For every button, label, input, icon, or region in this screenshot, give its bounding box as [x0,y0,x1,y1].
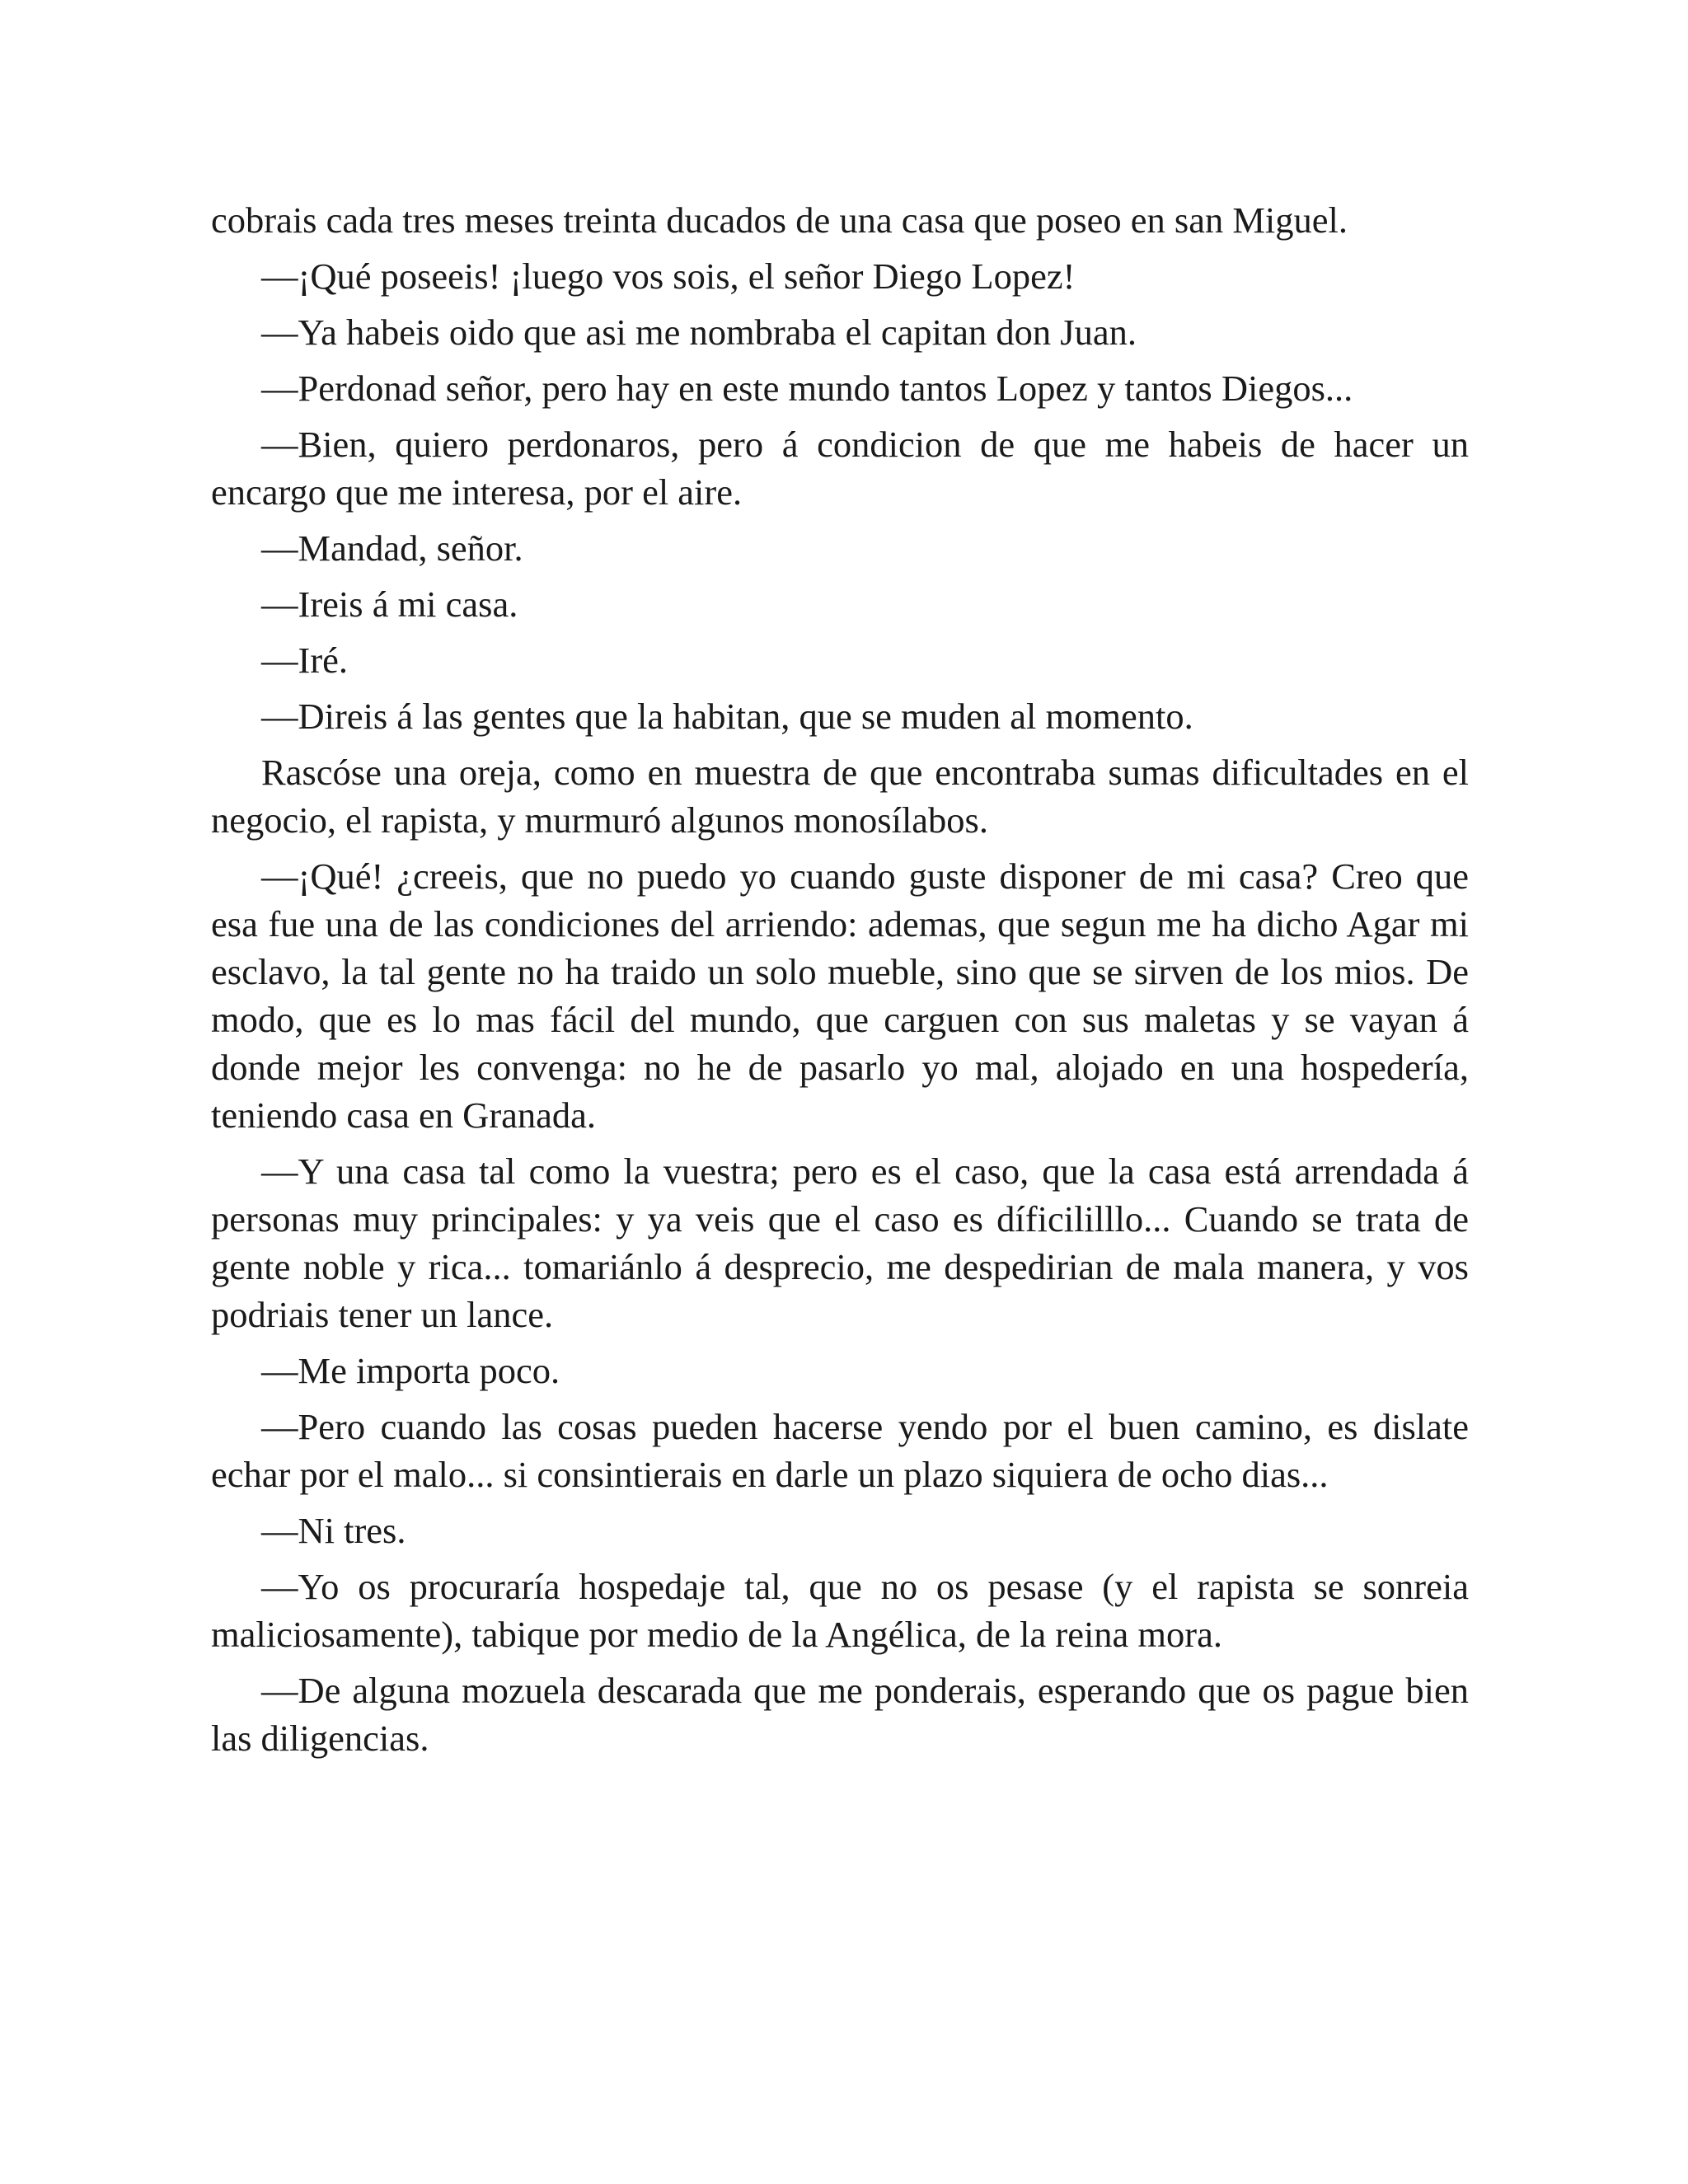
paragraph: —Yo os procuraría hospedaje tal, que no os pesase (y el rapista se sonreia maliciosamente), tabique por medio de la Angélica, de la reina mora. [211,1566,1469,1655]
paragraph: —Mandad, señor. [261,527,523,569]
paragraph: —Y una casa tal como la vuestra; pero es el caso, que la casa está arrendada á personas muy principales: y ya veis que el caso es díficililllo... Cuando se trata de gente noble y rica... tomariánlo á desprecio, me despedirian de mala manera, y vos podriais tener un lance. [211,1151,1469,1335]
paragraph: —¡Qué! ¿creeis, que no puedo yo cuando guste disponer de mi casa? Creo que esa fue una de las condiciones del arriendo: ademas, que segun me ha dicho Agar mi esclavo, la tal gente no ha traido un solo mueble, sino que se sirven de los mios. De modo, que es lo mas fácil del mundo, que carguen con sus maletas y se vayan á donde mejor les convenga: no he de pasarlo yo mal, alojado en una hospedería, teniendo casa en Granada. [211,855,1469,1136]
paragraph: —De alguna mozuela descarada que me ponderais, esperando que os pague bien las diligencias. [211,1670,1469,1759]
paragraph: —Pero cuando las cosas pueden hacerse yendo por el buen camino, es dislate echar por el malo... si consintierais en darle un plazo siquiera de ocho dias... [211,1406,1469,1495]
paragraph: —Me importa poco. [261,1350,560,1391]
paragraph: —Direis á las gentes que la habitan, que se muden al momento. [261,696,1193,737]
paragraph: —Ya habeis oido que asi me nombraba el capitan don Juan. [261,312,1137,353]
paragraph: —Iré. [261,640,349,681]
paragraph: —Ni tres. [261,1510,406,1551]
page-body [211,196,1469,1770]
paragraph: Rascóse una oreja, como en muestra de que encontraba sumas dificultades en el negocio, el rapista, y murmuró algunos monosílabos. [211,752,1469,841]
paragraph: —Perdonad señor, pero hay en este mundo tantos Lopez y tantos Diegos... [261,368,1353,409]
paragraph: cobrais cada tres meses treinta ducados de una casa que poseo en san Miguel. [211,199,1348,241]
paragraph: —¡Qué poseeis! ¡luego vos sois, el señor Diego Lopez! [261,255,1076,297]
paragraph: —Ireis á mi casa. [261,583,518,625]
paragraph: —Bien, quiero perdonaros, pero á condicion de que me habeis de hacer un encargo que me interesa, por el aire. [211,424,1469,513]
